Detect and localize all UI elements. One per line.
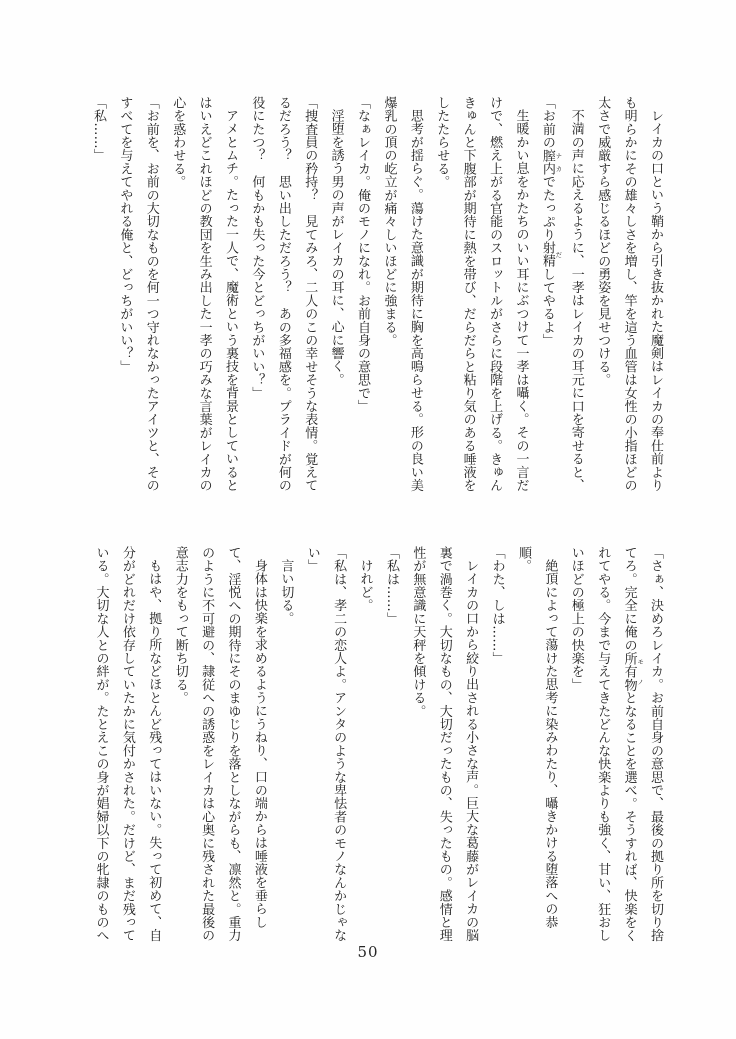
- paragraph: 絶頂によって蕩けた思考に染みわたり、囁きかける堕落への恭順。: [515, 546, 558, 929]
- paragraph: 身体は快楽を求めるようにうねり、口の端からは唾液を垂らして、淫悦への期待にそのまゆじりを落としながらも、凛然と。重力のように不可避の、隷従への誘惑をレイカは心奥に残された最後の意志力をもって断ち切る。: [172, 546, 267, 942]
- paragraph: 「なぁレイカ。俺のモノになれ。お前自身の意思で」: [355, 96, 371, 413]
- paragraph: レイカの口という鞘から引き抜かれた魔剣はレイカの奉仕前よりも明らかにその雄々しさを増し、竿を這う血管は女性の小指ほどの太さで威厳すら感じるほどの勇姿を見せつける。: [595, 96, 663, 492]
- paragraph: レイカの口から絞り出される小さな声。巨大な葛藤がレイカの脳裏で渦巻く。大切なもの、大切だったもの、失ったもの。感情と理性が無意識に天秤を傾ける。: [410, 546, 479, 942]
- paragraph: 「わた、しは……」: [489, 546, 505, 665]
- ruby-annotated-word: 射精 だ: [539, 241, 563, 268]
- paragraph: もはや、拠り所などほとんど残ってはいない。失って初めて、自分がどれだけ依存していたかに気付かされた。だけど、まだ残っている。大切な人との絆が。たとえこの身が娼婦以下の牝隷のものへ: [93, 546, 162, 942]
- text-tier-upper: [85, 96, 668, 493]
- paragraph: 「私は、孝二の恋人よ。アンタのような卑怯者のモノなんかじゃない」: [304, 546, 347, 942]
- paragraph: 「私……」: [90, 96, 106, 162]
- paragraph: 思考が揺らぐ。蕩けた意識が期待に胸を高鳴らせる。形の良い美爆乳の頂の屹立が痛々しいほどに強まる。: [381, 96, 423, 492]
- paragraph: 「お前を、お前の大切なものを何一つ守れなかったアイツと、そのすべてを与えてやれる俺と、どっちがいい？」: [117, 96, 159, 492]
- paragraph: けれど。: [357, 559, 373, 612]
- paragraph: 生暖かい息をかたちのいい耳にぶつけて一孝は囁く。その一言だけで、燃え上がる官能のスロットルがさらに段階を上げる。きゅんきゅんと下腹部が期待に熱を帯び、だらだらと粘り気のある唾液をしたたらせる。: [434, 96, 529, 492]
- paragraph: 「お前の膣内 ナカでたっぷり射精 だしてやるよ」: [539, 96, 563, 347]
- paragraph: 不満の声に応えるように、一孝はレイカの耳元に口を寄せると、: [568, 109, 584, 492]
- paragraph: 「さぁ、決めろレイカ。お前自身の意思で、最後の拠り所を切り捨てろ。完全に俺の所有物 モノとなることを選べ。そうすれば、快楽をくれてやる。今まで与えてきたどんな快楽よりも強く、甘い、狂おしいほどの極上の快楽を」: [568, 546, 663, 943]
- paragraph: 「捜査員の矜持？ 見てみろ、二人のこの幸せそうな表情。覚えてるだろう？ 思い出しただろう？ あの多福感を。プライドが何の役にたつ？ 何もかも失った今とどっちがいい？」: [249, 96, 318, 492]
- paragraph: 言い切る。: [278, 559, 294, 625]
- paragraph: アメとムチ。たった一人で、魔術という裏技を背景としているとはいえどこれほどの教団を生み出した一孝の巧みな言葉がレイカの心を惑わせる。: [170, 96, 238, 492]
- paragraph: 淫堕を誘う男の声がレイカの耳に、心に響く。: [328, 109, 344, 387]
- ruby-annotated-word: 膣内 ナカ: [539, 148, 563, 176]
- page-number: 50: [357, 943, 379, 961]
- text-tier-lower: [87, 546, 668, 943]
- paragraph: 「私は……」: [383, 546, 399, 626]
- ruby-annotated-word: 所有物 モノ: [621, 651, 645, 692]
